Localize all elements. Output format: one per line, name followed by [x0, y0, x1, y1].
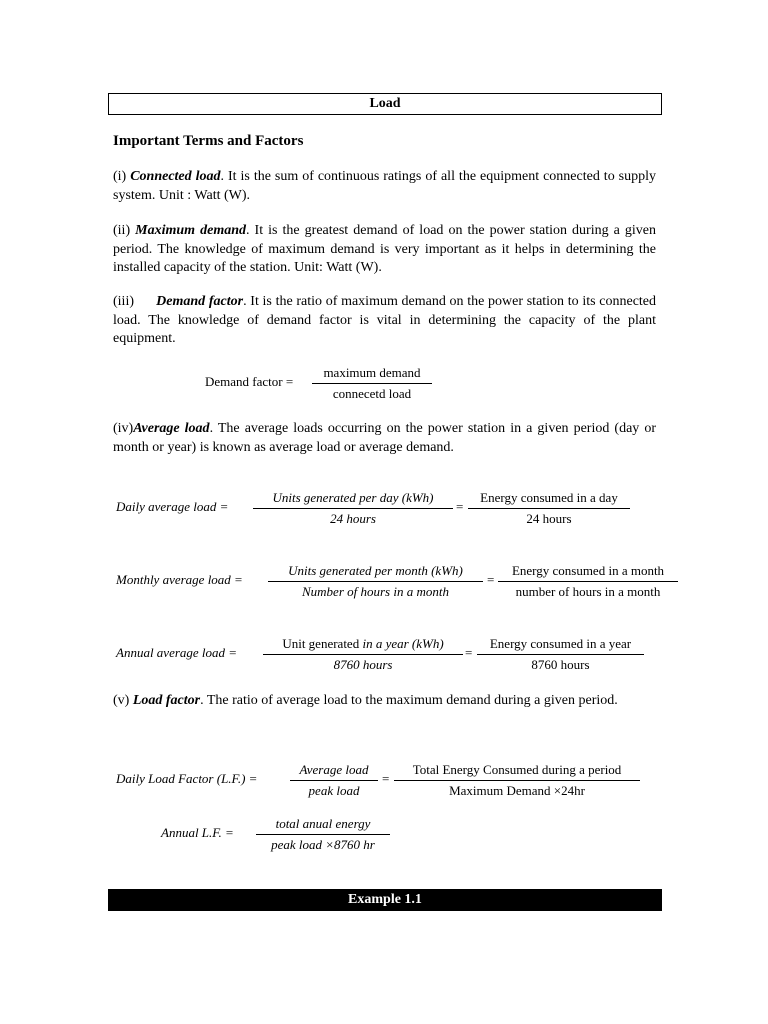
item-term: Connected load — [130, 169, 221, 184]
item-number: (i) — [113, 169, 127, 184]
daily-avg-fraction-1 — [253, 490, 453, 527]
fraction-numerator: Energy consumed in a year — [489, 636, 632, 651]
fraction-denominator: connecetd load — [332, 386, 412, 401]
monthly-avg-lhs: Monthly average load = — [116, 572, 243, 587]
section-heading: Important Terms and Factors — [113, 133, 304, 149]
equals-sign: = — [465, 645, 473, 660]
fraction-denominator: 8760 hours — [333, 657, 393, 672]
fraction-bar — [253, 508, 453, 509]
monthly-avg-fraction-2 — [498, 563, 678, 600]
daily-lf-fraction-2 — [394, 762, 640, 799]
item-maximum-demand — [113, 222, 656, 278]
fraction-bar — [256, 834, 390, 835]
item-term: Demand factor — [156, 294, 244, 309]
equals-sign: = — [487, 572, 495, 587]
fraction-bar — [468, 508, 630, 509]
section-title: Load — [108, 93, 662, 115]
item-demand-factor — [113, 293, 656, 349]
item-term: Average load — [133, 421, 210, 436]
annual-lf-fraction — [256, 816, 390, 853]
fraction-numerator: Units generated per month (kWh) — [288, 563, 463, 578]
fraction-numerator: maximum demand — [323, 365, 421, 380]
fraction-denominator: 8760 hours — [531, 657, 590, 672]
fraction-numerator: Energy consumed in a day — [480, 490, 618, 505]
annual-avg-fraction-2 — [477, 636, 644, 673]
annual-avg-lhs: Annual average load = — [116, 645, 238, 660]
fraction-numerator: total anual energy — [275, 816, 371, 831]
daily-lf-lhs: Daily Load Factor (L.F.) = — [116, 771, 258, 786]
demand-factor-lhs: Demand factor = — [205, 374, 294, 389]
item-average-load — [113, 420, 656, 457]
fraction-denominator: 24 hours — [330, 511, 376, 526]
fraction-denominator: number of hours in a month — [515, 584, 661, 599]
demand-factor-fraction — [312, 365, 432, 402]
item-number: (ii) — [113, 223, 131, 238]
fraction-denominator: 24 hours — [526, 511, 572, 526]
item-load-factor — [113, 692, 656, 711]
item-number: (iv) — [113, 421, 134, 436]
equals-sign: = — [456, 499, 464, 514]
item-number: (iii) — [113, 294, 134, 309]
fraction-denominator: peak load — [308, 783, 360, 798]
item-text: . The average loads occurring on the power station in a given period (day or month or year) is known as average load or average demand. — [113, 421, 657, 455]
item-text: . It is the ratio of maximum demand on the power station to its connected load. The knowledge of demand factor is vital in determining the capacity of the plant equipment. — [113, 294, 657, 346]
fraction-bar — [290, 780, 378, 781]
fraction-bar — [477, 654, 644, 655]
item-text: . It is the greatest demand of load on the power station during a given period. The knowledge of maximum demand is very important as it helps in determining the installed capacity of the station. Unit: Watt (W). — [113, 223, 656, 275]
fraction-bar — [394, 780, 640, 781]
monthly-avg-fraction-1 — [268, 563, 483, 600]
fraction-bar — [498, 581, 678, 582]
daily-avg-lhs: Daily average load = — [116, 499, 229, 514]
fraction-numerator: Average load — [299, 762, 369, 777]
fraction-numerator: Total Energy Consumed during a period — [412, 762, 622, 777]
daily-avg-fraction-2 — [468, 490, 630, 527]
fraction-bar — [263, 654, 463, 655]
item-text: . The ratio of average load to the maximum demand during a given period. — [200, 693, 618, 708]
fraction-numerator: Energy consumed in a month — [511, 563, 665, 578]
item-text: . It is the sum of continuous ratings of all the equipment connected to supply system. Unit : Watt (W). — [113, 169, 656, 203]
fraction-numerator — [263, 636, 463, 652]
fraction-denominator: Maximum Demand ×24hr — [449, 783, 585, 798]
fraction-bar — [268, 581, 483, 582]
annual-avg-fraction-1 — [263, 636, 463, 673]
numerator-part: in a year (kWh) — [362, 636, 444, 651]
daily-lf-fraction-1 — [290, 762, 378, 799]
annual-lf-lhs: Annual L.F. = — [161, 825, 234, 840]
item-term: Maximum demand — [135, 223, 246, 238]
numerator-part: Unit generated — [282, 636, 360, 651]
item-connected-load — [113, 168, 656, 205]
item-term: Load factor — [132, 693, 201, 708]
fraction-denominator: peak load ×8760 hr — [271, 837, 375, 852]
item-number: (v) — [113, 693, 130, 708]
fraction-bar — [312, 383, 432, 384]
example-header: Example 1.1 — [108, 889, 662, 911]
fraction-numerator: Units generated per day (kWh) — [272, 490, 434, 505]
equals-sign: = — [382, 771, 390, 786]
fraction-denominator: Number of hours in a month — [302, 584, 449, 599]
